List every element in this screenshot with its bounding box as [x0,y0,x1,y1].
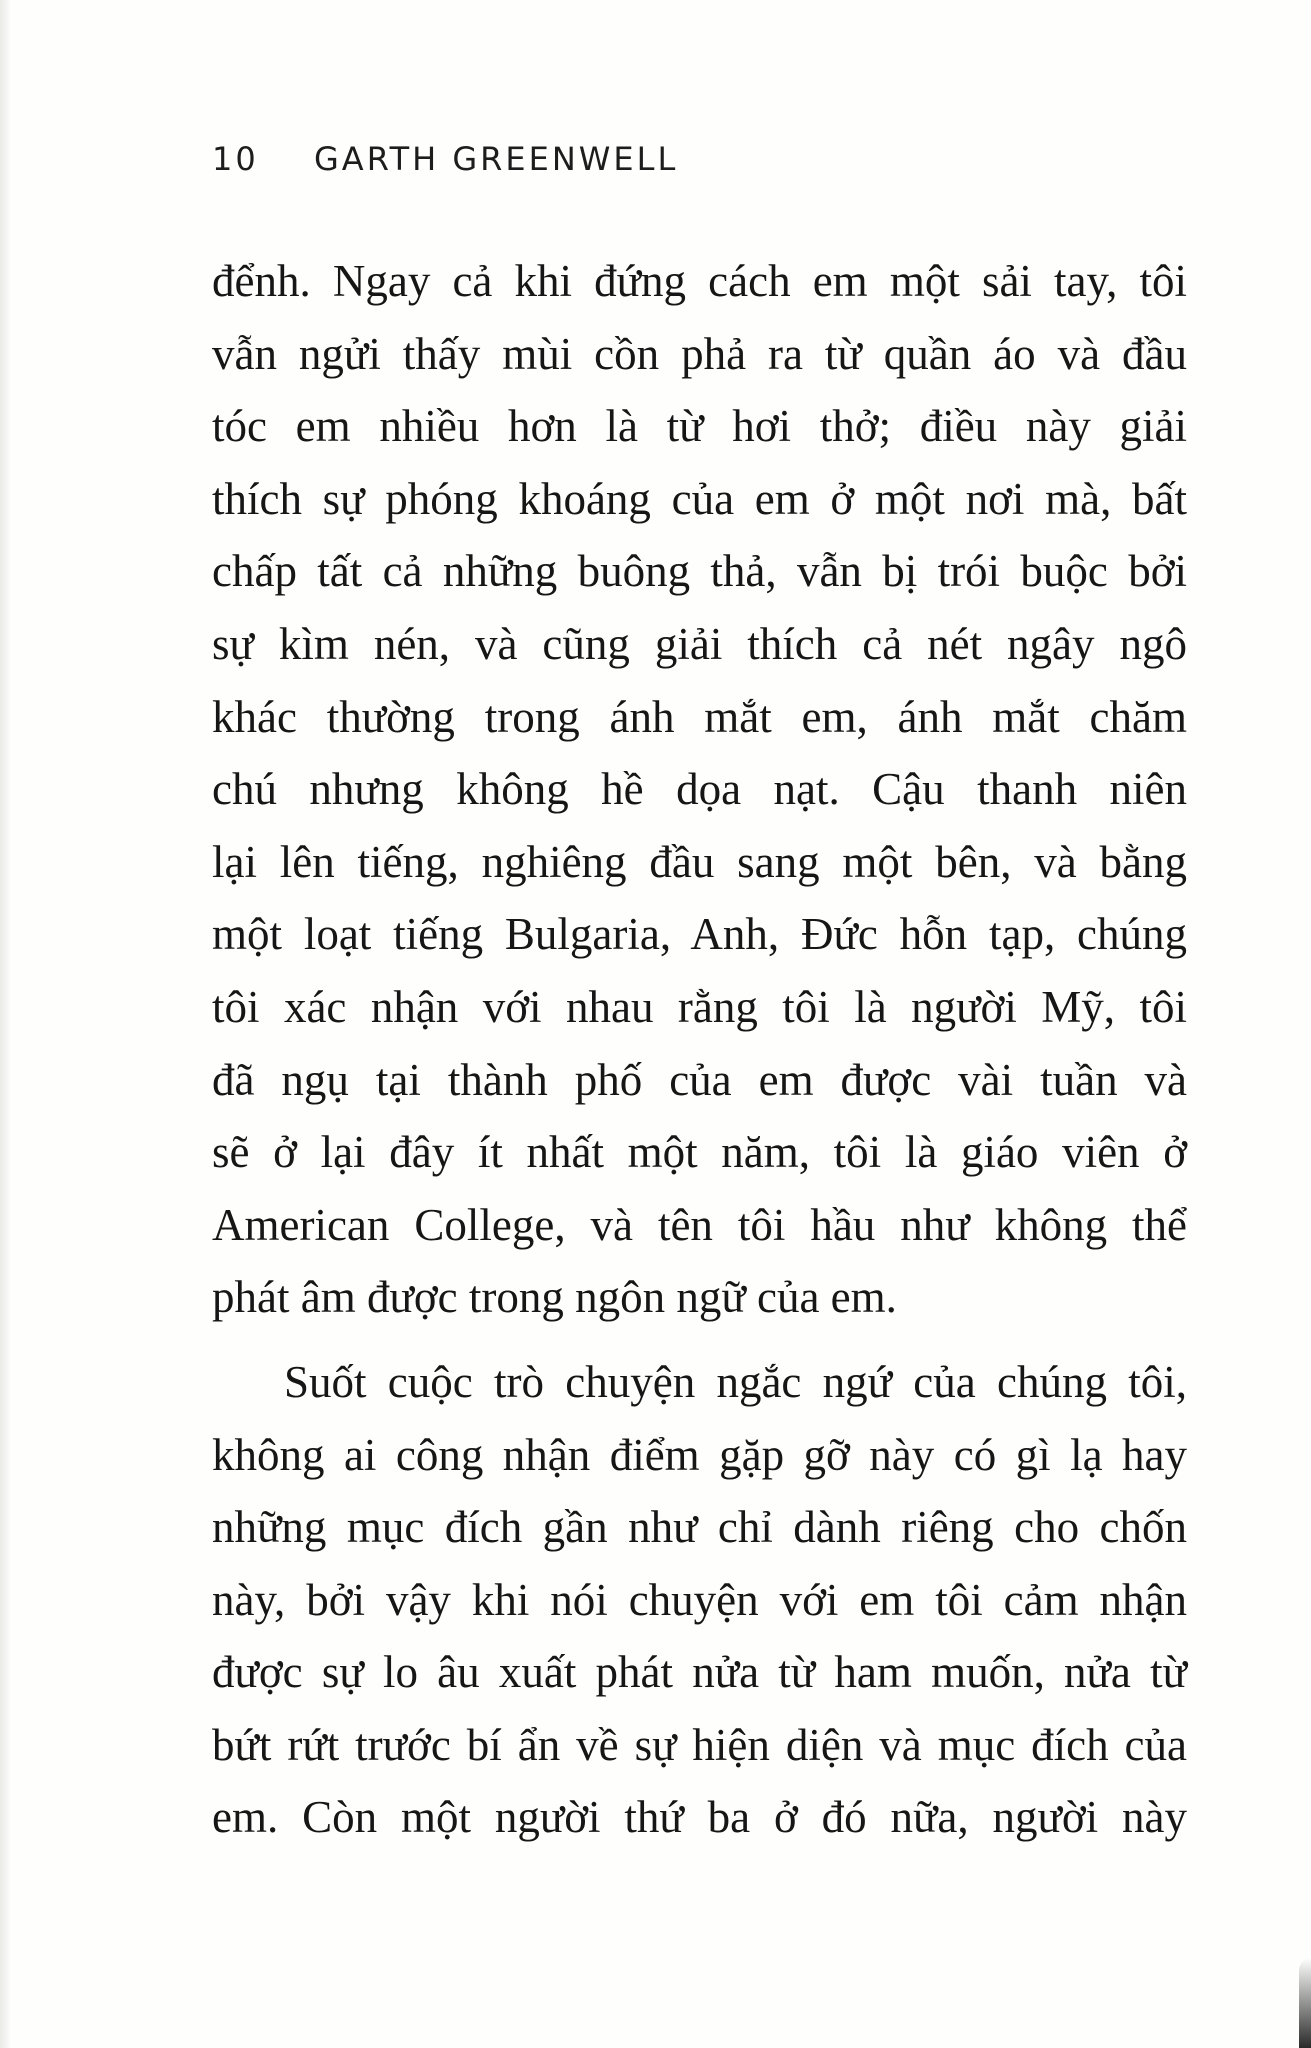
text-line: phát âm được trong ngôn ngữ của em. [212,1272,897,1323]
paragraph-1 [212,245,1187,1334]
body-text [212,245,1187,1854]
paragraph-2 [212,1346,1187,1854]
text-line: những mục đích gần như chỉ dành riêng cho chốn [212,1502,1187,1553]
text-line: khác thường trong ánh mắt em, ánh mắt chăm [212,691,1187,742]
paragraph-spacer [212,1334,1187,1346]
text-line: chấp tất cả những buông thả, vẫn bị trói buộc bởi [212,546,1187,597]
text-line: sự kìm nén, và cũng giải thích cả nét ngây ngô [212,618,1187,669]
text-line: tóc em nhiều hơn là từ hơi thở; điều này giải [212,401,1187,452]
text-line: thích sự phóng khoáng của em ở một nơi mà, bất [212,473,1187,524]
text-line: sẽ ở lại đây ít nhất một năm, tôi là giáo viên ở [212,1127,1187,1178]
text-line: đểnh. Ngay cả khi đứng cách em một sải tay, tôi [212,256,1187,306]
text-line: American College, và tên tôi hầu như không thể [212,1199,1187,1250]
page-corner-shadow [1299,1958,1311,2048]
running-head-author: GARTH GREENWELL [314,140,679,178]
text-line: chú nhưng không hề dọa nạt. Cậu thanh niên [212,764,1187,815]
text-line: lại lên tiếng, nghiêng đầu sang một bên, và bằng [212,836,1187,887]
text-line: được sự lo âu xuất phát nửa từ ham muốn, nửa từ [212,1647,1187,1698]
running-head [212,140,678,178]
text-line: đã ngụ tại thành phố của em được vài tuần và [212,1054,1187,1105]
text-line: tôi xác nhận với nhau rằng tôi là người Mỹ, tôi [212,981,1187,1032]
text-line: một loạt tiếng Bulgaria, Anh, Đức hỗn tạp, chúng [212,909,1187,960]
page-number: 10 [212,140,259,178]
text-line: không ai công nhận điểm gặp gỡ này có gì lạ hay [212,1429,1187,1480]
page-gutter-shadow [0,0,10,2048]
text-line: này, bởi vậy khi nói chuyện với em tôi cảm nhận [212,1574,1187,1625]
text-line: em. Còn một người thứ ba ở đó nữa, người này [212,1792,1187,1843]
text-line: bứt rứt trước bí ẩn về sự hiện diện và mục đích của [212,1719,1187,1770]
text-line: Suốt cuộc trò chuyện ngắc ngứ của chúng tôi, [284,1356,1187,1407]
text-line: vẫn ngửi thấy mùi cồn phả ra từ quần áo và đầu [212,328,1187,379]
